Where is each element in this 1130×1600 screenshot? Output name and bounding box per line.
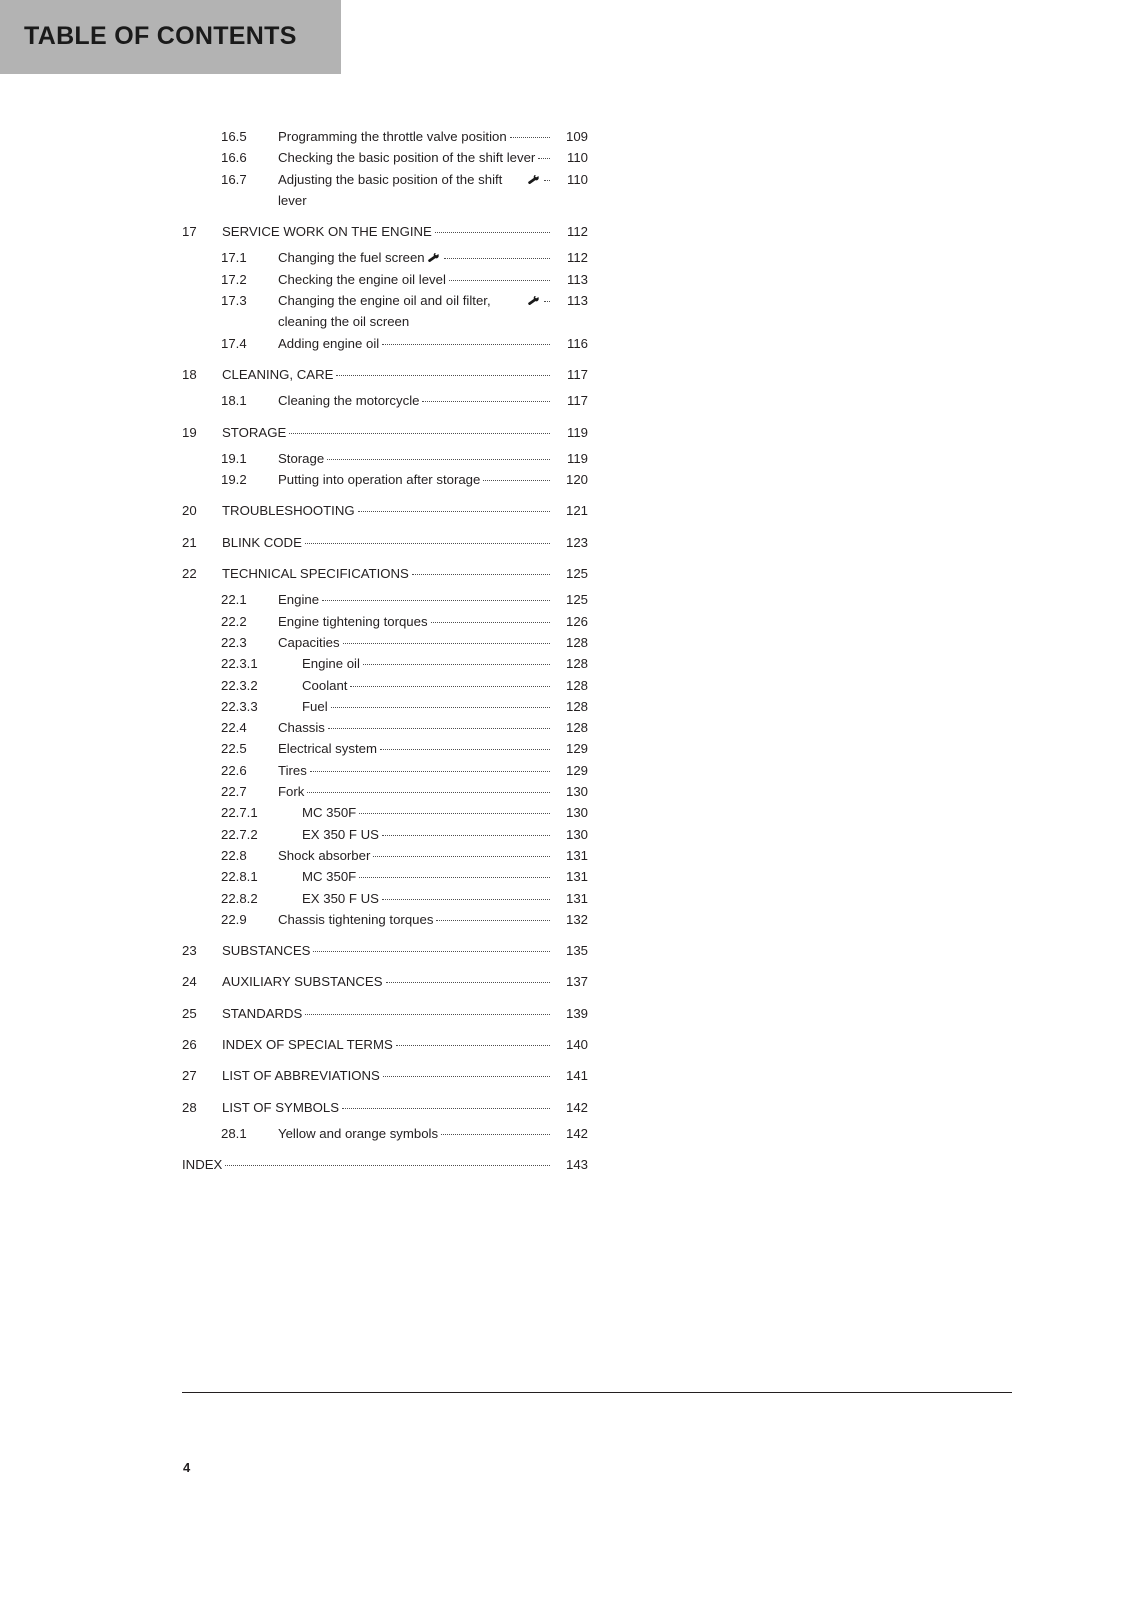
toc-entry-title: Shock absorber xyxy=(278,847,371,863)
toc-entry-title: BLINK CODE xyxy=(222,534,302,550)
toc-dot-leader xyxy=(305,1014,550,1015)
toc-dot-leader xyxy=(435,232,550,233)
toc-entry[interactable] xyxy=(182,247,588,268)
toc-entry-body xyxy=(222,1065,588,1086)
toc-entry-body xyxy=(278,888,588,909)
toc-dot-leader xyxy=(383,1076,550,1077)
toc-dot-leader xyxy=(359,877,550,878)
toc-entry[interactable] xyxy=(182,422,588,443)
toc-entry-body xyxy=(278,653,588,674)
toc-entry-title: Fuel xyxy=(302,698,328,714)
toc-entry-title: Engine tightening torques xyxy=(278,613,428,629)
toc-entry-page: 117 xyxy=(566,393,588,409)
toc-entry[interactable] xyxy=(182,802,588,823)
toc-entry[interactable] xyxy=(182,940,588,961)
toc-entry[interactable] xyxy=(182,696,588,717)
toc-entry-page: 110 xyxy=(566,171,588,187)
toc-entry-number: 22.9 xyxy=(221,911,247,927)
toc-entry-number: 18.1 xyxy=(221,393,247,409)
toc-entry-number: 28 xyxy=(182,1099,197,1115)
toc-entry-title: Checking the basic position of the shift lever xyxy=(278,150,536,166)
table-of-contents-list xyxy=(182,126,588,1175)
toc-entry-body xyxy=(182,1154,588,1175)
toc-entry[interactable] xyxy=(182,1003,588,1024)
toc-dot-leader xyxy=(313,951,550,952)
toc-dot-leader xyxy=(412,574,550,575)
toc-entry-number: 22.4 xyxy=(221,720,247,736)
toc-entry-page: 142 xyxy=(565,1099,588,1115)
toc-dot-leader xyxy=(225,1165,550,1166)
toc-entry-page: 121 xyxy=(565,503,588,519)
toc-entry-page: 128 xyxy=(565,634,588,650)
toc-entry-number: 17 xyxy=(182,224,197,240)
toc-dot-leader xyxy=(449,280,550,281)
toc-entry-page: 130 xyxy=(565,784,588,800)
toc-entry-number: 16.6 xyxy=(221,150,247,166)
toc-entry-title: LIST OF ABBREVIATIONS xyxy=(222,1068,380,1084)
toc-entry-title: Programming the throttle valve position xyxy=(278,129,507,144)
toc-entry-page: 140 xyxy=(565,1036,588,1052)
toc-entry-page: 112 xyxy=(566,250,588,266)
toc-entry-body xyxy=(278,290,588,333)
toc-spacer xyxy=(182,961,588,971)
toc-entry-title: TROUBLESHOOTING xyxy=(222,503,355,519)
toc-entry-number: 16.7 xyxy=(221,171,247,187)
toc-entry-number: 20 xyxy=(182,503,197,519)
toc-entry[interactable] xyxy=(182,364,588,385)
toc-entry-body xyxy=(278,802,588,823)
toc-entry-page: 141 xyxy=(565,1068,588,1084)
toc-dot-leader xyxy=(544,180,550,181)
toc-entry-page: 135 xyxy=(565,943,588,959)
toc-entry[interactable] xyxy=(182,532,588,553)
toc-entry[interactable] xyxy=(182,147,588,168)
toc-entry-number: 17.3 xyxy=(221,293,247,309)
toc-entry-number: 22.5 xyxy=(221,741,247,757)
toc-entry-body xyxy=(278,696,588,717)
toc-entry-page: 130 xyxy=(565,805,588,821)
toc-entry-number: 19 xyxy=(182,424,197,440)
toc-entry-number: 28.1 xyxy=(221,1125,247,1141)
toc-entry-number: 25 xyxy=(182,1005,197,1021)
toc-spacer xyxy=(182,993,588,1003)
toc-entry-page: 123 xyxy=(565,534,588,550)
toc-entry-title: Putting into operation after storage xyxy=(278,472,481,488)
toc-entry[interactable] xyxy=(182,1154,588,1175)
toc-spacer xyxy=(182,1055,588,1065)
toc-entry-page: 143 xyxy=(565,1157,588,1173)
toc-entry[interactable] xyxy=(182,221,588,242)
toc-entry-body xyxy=(278,448,588,469)
footer-divider xyxy=(182,1392,1012,1393)
toc-entry-number: 23 xyxy=(182,943,197,959)
toc-spacer xyxy=(182,1087,588,1097)
toc-entry-title: Tires xyxy=(278,762,307,778)
toc-entry-number: 17.1 xyxy=(221,250,247,266)
toc-dot-leader xyxy=(436,920,550,921)
toc-entry[interactable] xyxy=(182,126,588,147)
toc-entry-number: 22.3.1 xyxy=(221,656,258,672)
toc-entry-page: 131 xyxy=(565,847,588,863)
toc-entry-number: 22.7.2 xyxy=(221,826,258,842)
toc-entry-number: 21 xyxy=(182,534,197,550)
toc-entry[interactable] xyxy=(182,824,588,845)
toc-entry-body xyxy=(222,1034,588,1055)
toc-entry-body xyxy=(278,845,588,866)
toc-entry[interactable] xyxy=(182,169,588,212)
toc-entry-page: 129 xyxy=(565,741,588,757)
toc-spacer xyxy=(182,553,588,563)
toc-entry-page: 117 xyxy=(566,366,588,382)
toc-entry[interactable] xyxy=(182,1065,588,1086)
toc-entry[interactable] xyxy=(182,290,588,333)
toc-entry-page: 132 xyxy=(565,911,588,927)
toc-dot-leader xyxy=(373,856,550,857)
toc-entry-title: Fork xyxy=(278,784,305,800)
toc-entry[interactable] xyxy=(182,563,588,584)
toc-entry-title: STORAGE xyxy=(222,424,287,440)
toc-entry-page: 125 xyxy=(565,592,588,608)
toc-dot-leader xyxy=(396,1045,550,1046)
toc-entry-title: CLEANING, CARE xyxy=(222,366,334,382)
toc-entry-body xyxy=(278,760,588,781)
toc-entry-title: Coolant xyxy=(302,677,348,693)
toc-entry[interactable] xyxy=(182,781,588,802)
toc-dot-leader xyxy=(431,622,550,623)
toc-entry-number: 22.1 xyxy=(221,592,247,608)
toc-spacer xyxy=(182,211,588,221)
toc-entry-body xyxy=(222,940,588,961)
toc-dot-leader xyxy=(363,664,550,665)
toc-entry-number: 22.3 xyxy=(221,634,247,650)
toc-entry-title: EX 350 F US xyxy=(302,826,379,842)
toc-entry-page: 126 xyxy=(565,613,588,629)
toc-dot-leader xyxy=(322,600,550,601)
toc-entry-page: 113 xyxy=(566,271,588,287)
toc-entry-page: 109 xyxy=(565,129,588,144)
toc-dot-leader xyxy=(310,771,550,772)
toc-entry-title: Electrical system xyxy=(278,741,377,757)
toc-dot-leader xyxy=(544,301,550,302)
toc-entry-body xyxy=(278,632,588,653)
toc-entry-title: Changing the fuel screen xyxy=(278,250,425,266)
toc-entry-number: 22.8.2 xyxy=(221,890,258,906)
wrench-icon xyxy=(528,291,539,301)
toc-entry[interactable] xyxy=(182,1097,588,1118)
toc-entry-title: Cleaning the motorcycle xyxy=(278,393,420,409)
toc-spacer xyxy=(182,490,588,500)
toc-entry-body xyxy=(278,147,588,168)
toc-entry-title: Yellow and orange symbols xyxy=(278,1125,439,1141)
toc-dot-leader xyxy=(444,258,550,259)
toc-entry-page: 137 xyxy=(565,974,588,990)
toc-entry[interactable] xyxy=(182,390,588,411)
toc-entry-page: 113 xyxy=(566,293,588,309)
toc-dot-leader xyxy=(510,137,550,138)
toc-entry-number: 22.2 xyxy=(221,613,247,629)
toc-entry-body xyxy=(278,738,588,759)
toc-spacer xyxy=(182,354,588,364)
toc-entry-page: 128 xyxy=(565,656,588,672)
toc-entry-page: 120 xyxy=(565,472,588,488)
toc-entry-number: 27 xyxy=(182,1068,197,1084)
toc-entry-body xyxy=(278,824,588,845)
toc-entry[interactable] xyxy=(182,632,588,653)
toc-entry-title: STANDARDS xyxy=(222,1005,303,1021)
toc-dot-leader xyxy=(350,686,550,687)
toc-entry-body xyxy=(222,221,588,242)
toc-entry-page: 125 xyxy=(565,566,588,582)
toc-entry-page: 142 xyxy=(565,1125,588,1141)
toc-entry-title: INDEX xyxy=(182,1157,223,1173)
toc-entry[interactable] xyxy=(182,738,588,759)
toc-spacer xyxy=(182,1144,588,1154)
toc-entry-body xyxy=(222,500,588,521)
toc-entry[interactable] xyxy=(182,866,588,887)
toc-entry[interactable] xyxy=(182,653,588,674)
wrench-icon xyxy=(428,248,439,258)
footer-page-number: 4 xyxy=(183,1460,191,1475)
toc-dot-leader xyxy=(382,899,550,900)
toc-entry-title: LIST OF SYMBOLS xyxy=(222,1099,340,1115)
toc-entry-body xyxy=(278,1123,588,1144)
toc-entry[interactable] xyxy=(182,448,588,469)
toc-entry-body xyxy=(222,1097,588,1118)
toc-dot-leader xyxy=(483,480,550,481)
toc-entry-body xyxy=(278,469,588,490)
toc-entry-page: 128 xyxy=(565,698,588,714)
toc-dot-leader xyxy=(380,749,550,750)
toc-entry-title: MC 350F xyxy=(302,869,357,885)
toc-entry-page: 119 xyxy=(566,424,588,440)
wrench-icon xyxy=(528,170,539,180)
toc-entry-body xyxy=(222,1003,588,1024)
toc-entry[interactable] xyxy=(182,333,588,354)
toc-entry[interactable] xyxy=(182,611,588,632)
toc-dot-leader xyxy=(305,543,550,544)
toc-entry-page: 129 xyxy=(565,762,588,778)
toc-entry-title: AUXILIARY SUBSTANCES xyxy=(222,974,383,990)
toc-entry-body xyxy=(278,269,588,290)
toc-entry-number: 26 xyxy=(182,1036,197,1052)
toc-entry-body xyxy=(278,390,588,411)
toc-entry[interactable] xyxy=(182,500,588,521)
toc-entry-page: 139 xyxy=(565,1005,588,1021)
toc-entry-body xyxy=(222,364,588,385)
toc-entry-body xyxy=(278,589,588,610)
toc-entry[interactable] xyxy=(182,469,588,490)
toc-entry[interactable] xyxy=(182,717,588,738)
toc-entry-title: Capacities xyxy=(278,634,340,650)
toc-dot-leader xyxy=(382,835,550,836)
toc-dot-leader xyxy=(336,375,550,376)
page-title: TABLE OF CONTENTS xyxy=(24,22,297,50)
toc-dot-leader xyxy=(359,813,550,814)
toc-entry-number: 22.3.3 xyxy=(221,698,258,714)
toc-dot-leader xyxy=(422,401,550,402)
toc-entry-page: 131 xyxy=(565,869,588,885)
toc-entry-title: TECHNICAL SPECIFICATIONS xyxy=(222,566,409,582)
toc-entry[interactable] xyxy=(182,589,588,610)
toc-entry-title: INDEX OF SPECIAL TERMS xyxy=(222,1036,393,1052)
toc-entry-body xyxy=(222,563,588,584)
toc-entry-page: 128 xyxy=(565,677,588,693)
toc-dot-leader xyxy=(331,707,550,708)
toc-entry-number: 22 xyxy=(182,566,197,582)
toc-entry-title: Checking the engine oil level xyxy=(278,271,446,287)
toc-entry-title: Adjusting the basic position of the shift lever xyxy=(278,171,503,208)
toc-dot-leader xyxy=(358,511,550,512)
toc-dot-leader xyxy=(538,158,550,159)
toc-spacer xyxy=(182,522,588,532)
toc-entry-number: 16.5 xyxy=(221,129,247,144)
toc-dot-leader xyxy=(386,982,550,983)
toc-entry[interactable] xyxy=(182,1034,588,1055)
toc-entry[interactable] xyxy=(182,845,588,866)
toc-dot-leader xyxy=(307,792,550,793)
toc-entry-number: 22.8.1 xyxy=(221,869,258,885)
toc-entry-title: Engine xyxy=(278,592,320,608)
toc-spacer xyxy=(182,930,588,940)
toc-entry-page: 116 xyxy=(566,335,588,351)
toc-entry-body xyxy=(222,532,588,553)
toc-entry-body xyxy=(278,675,588,696)
toc-entry-body xyxy=(278,781,588,802)
toc-entry-page: 119 xyxy=(566,450,588,466)
toc-entry-page: 110 xyxy=(566,150,588,166)
toc-dot-leader xyxy=(289,433,550,434)
toc-entry-title: SERVICE WORK ON THE ENGINE xyxy=(222,224,432,240)
toc-entry-number: 22.6 xyxy=(221,762,247,778)
toc-entry-title: Storage xyxy=(278,450,325,466)
toc-dot-leader xyxy=(343,643,550,644)
toc-entry[interactable] xyxy=(182,909,588,930)
toc-entry-title: MC 350F xyxy=(302,805,357,821)
toc-entry-body xyxy=(278,611,588,632)
toc-entry-body xyxy=(222,422,588,443)
toc-entry-number: 17.2 xyxy=(221,271,247,287)
toc-entry-body xyxy=(278,247,588,268)
toc-entry-body xyxy=(222,971,588,992)
toc-entry-number: 22.8 xyxy=(221,847,247,863)
toc-entry-number: 22.7 xyxy=(221,784,247,800)
toc-entry[interactable] xyxy=(182,760,588,781)
toc-spacer xyxy=(182,1024,588,1034)
toc-spacer xyxy=(182,412,588,422)
toc-entry-title: Chassis xyxy=(278,720,325,736)
toc-entry-title: EX 350 F US xyxy=(302,890,379,906)
toc-entry-body xyxy=(278,866,588,887)
toc-entry-number: 19.2 xyxy=(221,472,247,488)
toc-entry-page: 130 xyxy=(565,826,588,842)
toc-entry-number: 22.7.1 xyxy=(221,805,258,821)
toc-entry-page: 131 xyxy=(565,890,588,906)
toc-entry-body xyxy=(278,126,588,147)
toc-entry-page: 128 xyxy=(565,720,588,736)
toc-entry-number: 17.4 xyxy=(221,335,247,351)
toc-entry-number: 22.3.2 xyxy=(221,677,258,693)
toc-dot-leader xyxy=(328,728,550,729)
toc-entry[interactable] xyxy=(182,675,588,696)
toc-dot-leader xyxy=(327,459,550,460)
toc-entry-title: Engine oil xyxy=(302,656,360,672)
toc-entry[interactable] xyxy=(182,269,588,290)
toc-dot-leader xyxy=(382,344,550,345)
toc-entry-body xyxy=(278,169,588,212)
toc-entry-title: Changing the engine oil and oil filter, cleaning the oil screen xyxy=(278,293,491,330)
toc-entry-number: 24 xyxy=(182,974,197,990)
toc-entry-body xyxy=(278,333,588,354)
toc-entry-body xyxy=(278,909,588,930)
toc-entry-page: 112 xyxy=(566,224,588,240)
toc-entry[interactable] xyxy=(182,1123,588,1144)
toc-entry-number: 18 xyxy=(182,366,197,382)
toc-entry-title: Adding engine oil xyxy=(278,335,380,351)
toc-entry-title: Chassis tightening torques xyxy=(278,911,434,927)
toc-entry-number: 19.1 xyxy=(221,450,247,466)
toc-entry-title: SUBSTANCES xyxy=(222,943,311,959)
toc-entry-body xyxy=(278,717,588,738)
toc-dot-leader xyxy=(342,1108,550,1109)
toc-dot-leader xyxy=(441,1134,550,1135)
toc-entry[interactable] xyxy=(182,888,588,909)
toc-entry[interactable] xyxy=(182,971,588,992)
